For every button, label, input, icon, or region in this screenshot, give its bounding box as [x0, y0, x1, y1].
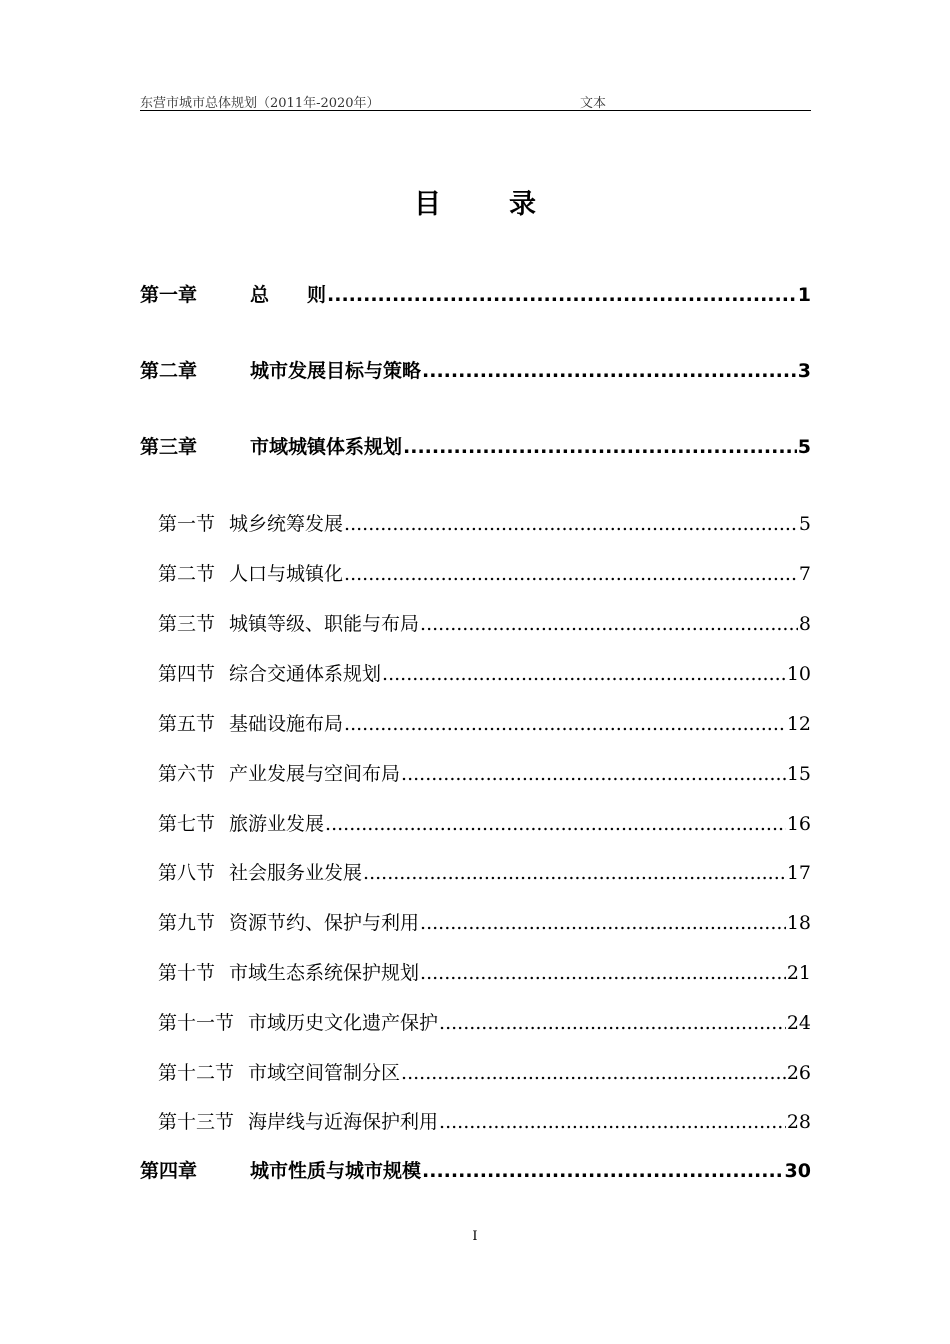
toc-entry-section-7[interactable] [158, 809, 811, 836]
toc-entry-section-3[interactable] [158, 609, 811, 636]
toc-entry-section-6[interactable] [158, 759, 811, 786]
toc-entry-section-5[interactable] [158, 709, 811, 736]
toc-leader-dots [325, 813, 786, 835]
toc-entry-number: 第二节 [158, 563, 216, 585]
toc-entry-page: 18 [786, 912, 811, 934]
toc-leader-dots [327, 284, 797, 306]
toc-entry-title: 人口与城镇化 [229, 563, 344, 585]
toc-entry-title: 资源节约、保护与利用 [229, 912, 420, 934]
toc-entry-title: 市域生态系统保护规划 [229, 962, 420, 984]
toc-leader-dots [422, 360, 797, 382]
toc-title [0, 182, 950, 221]
toc-entry-page: 12 [786, 713, 811, 735]
toc-entry-section-4[interactable] [158, 659, 811, 686]
toc-entry-page: 1 [797, 284, 811, 306]
toc-entry-number: 第二章 [140, 360, 198, 382]
toc-entry-page: 5 [797, 436, 811, 458]
toc-entry-section-8[interactable] [158, 858, 811, 885]
toc-leader-dots [401, 1062, 786, 1084]
toc-entry-chapter-1[interactable] [140, 280, 811, 307]
toc-entry-title: 社会服务业发展 [229, 862, 363, 884]
toc-entry-page: 5 [798, 513, 811, 535]
toc-entry-title: 城市发展目标与策略 [250, 360, 422, 382]
toc-entry-number: 第十节 [158, 962, 216, 984]
toc-entry-page: 8 [798, 613, 811, 635]
toc-leader-dots [420, 962, 786, 984]
toc-entry-title: 总 则 [250, 284, 327, 306]
toc-entry-page: 7 [798, 563, 811, 585]
toc-entry-page: 21 [786, 962, 811, 984]
toc-leader-dots [344, 513, 798, 535]
toc-entry-page: 3 [797, 360, 811, 382]
toc-entry-page: 26 [786, 1062, 811, 1084]
header-document-title: 东营市城市总体规划（2011年-2020年） [140, 96, 380, 111]
toc-entry-number: 第五节 [158, 713, 216, 735]
toc-entry-title: 城市性质与城市规模 [250, 1160, 422, 1182]
toc-entry-number: 第四节 [158, 663, 216, 685]
toc-title-part1: 目 [414, 189, 441, 220]
toc-entry-section-1[interactable] [158, 509, 811, 536]
toc-entry-number: 第十二节 [158, 1062, 235, 1084]
page-header [140, 90, 811, 111]
toc-entry-number: 第六节 [158, 763, 216, 785]
toc-entry-section-10[interactable] [158, 958, 811, 985]
toc-entry-title: 综合交通体系规划 [229, 663, 382, 685]
toc-entry-title: 基础设施布局 [229, 713, 344, 735]
toc-entry-chapter-2[interactable] [140, 356, 811, 383]
toc-entry-section-2[interactable] [158, 559, 811, 586]
toc-leader-dots [344, 713, 786, 735]
toc-entry-number: 第九节 [158, 912, 216, 934]
toc-leader-dots [363, 862, 786, 884]
toc-entry-title: 城乡统筹发展 [229, 513, 344, 535]
toc-entry-section-12[interactable] [158, 1058, 811, 1085]
toc-entry-number: 第十三节 [158, 1111, 235, 1133]
toc-leader-dots [382, 663, 786, 685]
toc-leader-dots [401, 763, 786, 785]
toc-title-part2: 录 [509, 189, 536, 220]
toc-leader-dots [422, 1160, 784, 1182]
toc-entry-section-13[interactable] [158, 1107, 811, 1134]
toc-entry-number: 第三章 [140, 436, 198, 458]
toc-leader-dots [403, 436, 797, 458]
toc-entry-chapter-3[interactable] [140, 432, 811, 459]
toc-entry-page: 24 [786, 1012, 811, 1034]
toc-entry-title: 市域历史文化遗产保护 [248, 1012, 439, 1034]
toc-entry-section-11[interactable] [158, 1008, 811, 1035]
toc-entry-number: 第八节 [158, 862, 216, 884]
toc-leader-dots [420, 912, 786, 934]
toc-entry-number: 第一节 [158, 513, 216, 535]
toc-leader-dots [420, 613, 798, 635]
toc-entry-page: 28 [786, 1111, 811, 1133]
toc-entry-number: 第四章 [140, 1160, 198, 1182]
toc-entry-chapter-4[interactable] [140, 1156, 811, 1183]
toc-entry-number: 第三节 [158, 613, 216, 635]
toc-entry-title: 旅游业发展 [229, 813, 325, 835]
toc-entry-page: 30 [784, 1160, 811, 1182]
toc-entry-page: 17 [786, 862, 811, 884]
toc-entry-section-9[interactable] [158, 908, 811, 935]
toc-entry-number: 第七节 [158, 813, 216, 835]
toc-entry-title: 产业发展与空间布局 [229, 763, 401, 785]
toc-entry-page: 10 [786, 663, 811, 685]
toc-entry-title: 市域城镇体系规划 [250, 436, 403, 458]
toc-leader-dots [344, 563, 798, 585]
toc-entry-number: 第一章 [140, 284, 198, 306]
toc-entry-title: 市域空间管制分区 [248, 1062, 401, 1084]
toc-entry-page: 15 [786, 763, 811, 785]
toc-entry-title: 海岸线与近海保护利用 [248, 1111, 439, 1133]
toc-leader-dots [439, 1111, 786, 1133]
toc-entry-title: 城镇等级、职能与布局 [229, 613, 420, 635]
toc-entry-page: 16 [786, 813, 811, 835]
page-number: I [472, 1229, 478, 1244]
header-document-type: 文本 [580, 96, 607, 111]
toc-entry-number: 第十一节 [158, 1012, 235, 1034]
toc-leader-dots [439, 1012, 786, 1034]
